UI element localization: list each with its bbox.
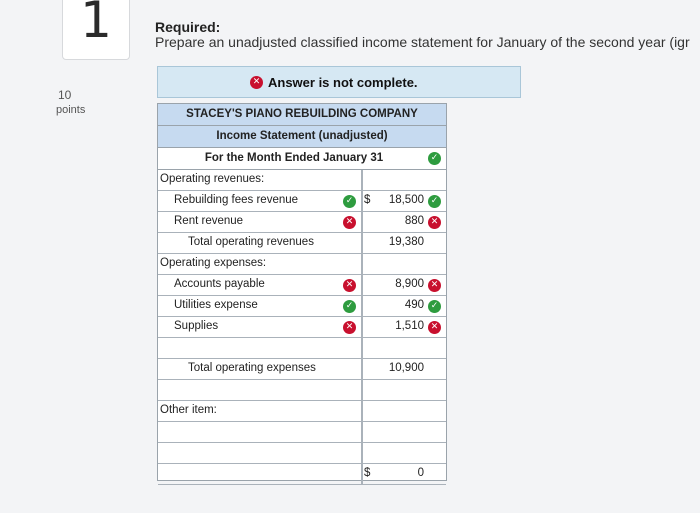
account-input[interactable]: [158, 191, 362, 212]
points-value: 10: [58, 88, 72, 102]
table-row: [158, 443, 446, 464]
account-input[interactable]: [158, 170, 362, 191]
check-circle-icon: ✓: [343, 195, 356, 208]
table-row: [158, 254, 446, 275]
table-row: [158, 191, 446, 212]
table-row: [158, 338, 446, 359]
check-circle-icon: ✓: [428, 152, 441, 165]
x-circle-icon: ✕: [428, 279, 441, 292]
table-row: [158, 422, 446, 443]
account-input[interactable]: [158, 296, 362, 317]
account-label: Accounts payable: [174, 278, 265, 290]
account-input[interactable]: [158, 338, 362, 359]
account-input[interactable]: [158, 275, 362, 296]
amount-input[interactable]: 880: [404, 215, 424, 227]
amount-input[interactable]: 0: [417, 467, 424, 479]
account-label: Operating expenses:: [160, 257, 267, 269]
question-number: 1: [80, 0, 112, 49]
x-circle-icon: ✕: [250, 76, 263, 89]
x-circle-icon: ✕: [343, 216, 356, 229]
account-input[interactable]: [158, 254, 362, 275]
account-input[interactable]: [158, 317, 362, 338]
amount-input[interactable]: 19,380: [388, 236, 424, 248]
amount-input[interactable]: 490: [404, 299, 424, 311]
banner-text: Answer is not complete.: [268, 75, 418, 90]
amount-input[interactable]: 1,510: [395, 320, 424, 332]
account-input[interactable]: [158, 443, 362, 464]
account-input[interactable]: [158, 422, 362, 443]
check-circle-icon: ✓: [428, 300, 441, 313]
required-title: Required:: [155, 19, 221, 35]
account-label: Rebuilding fees revenue: [174, 194, 299, 206]
account-label: Utilities expense: [174, 299, 258, 311]
account-input[interactable]: [158, 212, 362, 233]
answer-status-banner: [157, 66, 521, 98]
table-row: [158, 296, 446, 317]
account-label: Total operating revenues: [188, 236, 314, 248]
table-row: [158, 380, 446, 401]
account-label: Total operating expenses: [188, 362, 316, 374]
account-label: Supplies: [174, 320, 219, 332]
amount-input[interactable]: 8,900: [395, 278, 424, 290]
x-circle-icon: ✕: [428, 216, 441, 229]
account-input[interactable]: [158, 233, 362, 254]
statement-period: For the Month Ended January 31: [158, 148, 446, 169]
check-circle-icon: ✓: [428, 195, 441, 208]
table-row: [158, 275, 446, 296]
required-text: Prepare an unadjusted classified income statement for January of the second year (igr: [155, 34, 690, 50]
points-label: points: [56, 104, 86, 116]
account-input[interactable]: [158, 380, 362, 401]
company-name: STACEY'S PIANO REBUILDING COMPANY: [158, 104, 446, 125]
dollar-sign: $: [364, 194, 371, 206]
account-input[interactable]: [158, 401, 362, 422]
table-row: [158, 317, 446, 338]
dollar-sign: $: [364, 467, 371, 479]
account-input[interactable]: [158, 359, 362, 380]
table-row: [158, 212, 446, 233]
x-circle-icon: ✕: [343, 321, 356, 334]
account-input[interactable]: [158, 464, 362, 485]
table-row: [158, 170, 446, 191]
account-label: Operating revenues:: [160, 173, 265, 185]
x-circle-icon: ✕: [428, 321, 441, 334]
table-row: [158, 359, 446, 380]
account-label: Other item:: [160, 404, 217, 416]
amount-input[interactable]: 10,900: [388, 362, 424, 374]
table-row: [158, 401, 446, 422]
table-row: [158, 464, 446, 485]
account-label: Rent revenue: [174, 215, 244, 227]
table-row: [158, 233, 446, 254]
check-circle-icon: ✓: [343, 300, 356, 313]
income-statement: [157, 103, 447, 481]
amount-input[interactable]: 18,500: [388, 194, 424, 206]
statement-title: Income Statement (unadjusted): [158, 126, 446, 147]
question-number-box: [62, 0, 130, 60]
x-circle-icon: ✕: [343, 279, 356, 292]
